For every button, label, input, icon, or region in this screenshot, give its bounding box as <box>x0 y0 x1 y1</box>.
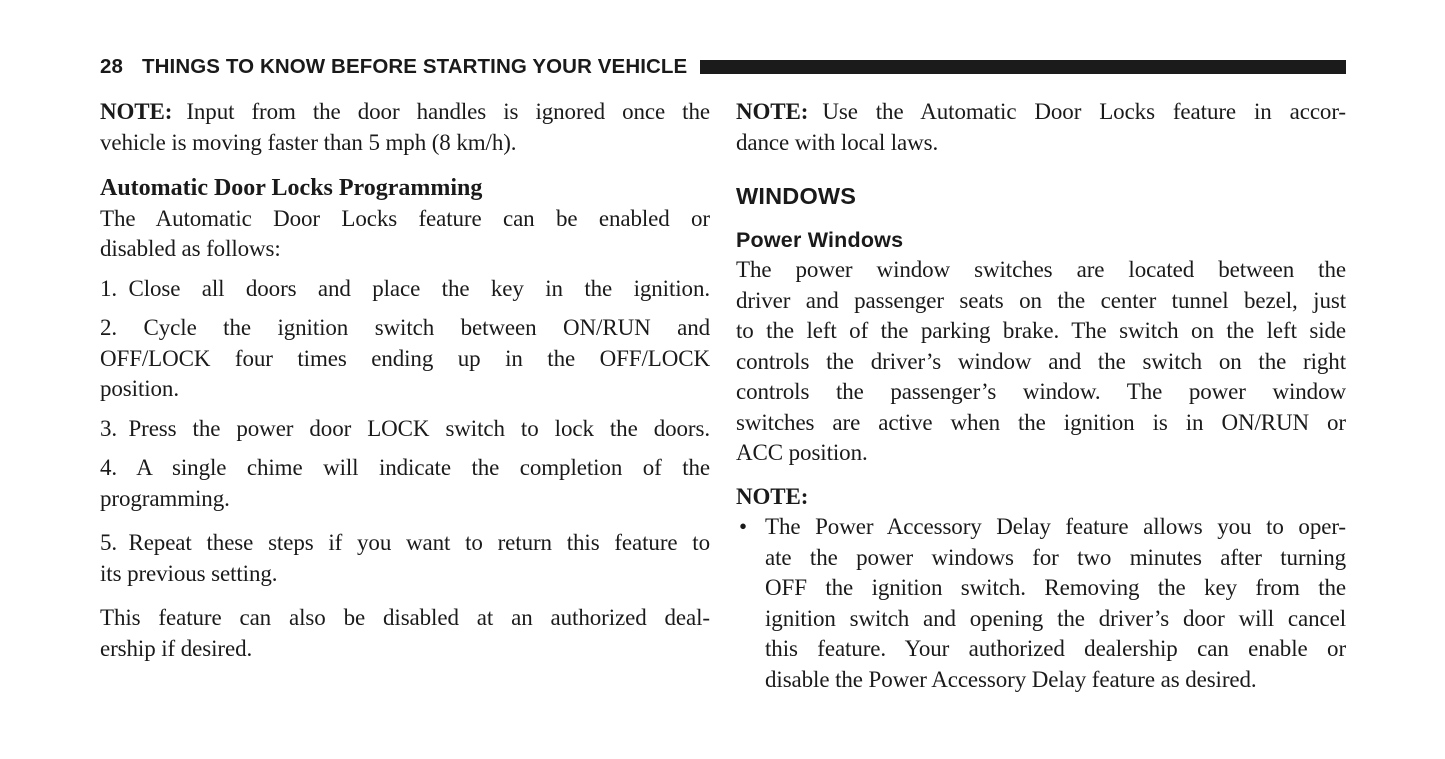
note-label: NOTE: <box>100 99 173 124</box>
power-windows-paragraph <box>736 255 1346 469</box>
heading-power-windows: Power Windows <box>736 228 904 252</box>
page-header <box>100 55 1346 79</box>
text-line: ership if desired. <box>100 635 253 661</box>
text-line: controls the passenger’s window. The power window <box>736 379 1346 404</box>
text-line: switches are active when the ignition is in ON/RUN or <box>736 409 1346 435</box>
text-line: disabled as follows: <box>100 236 281 261</box>
text-line: disable the Power Accessory Delay feature as desired. <box>765 666 1257 692</box>
text-line: position. <box>100 376 179 401</box>
page-number: 28 <box>100 55 124 78</box>
note-paragraph-door-handles <box>100 97 710 158</box>
bullet-text <box>765 512 1346 695</box>
text-line: vehicle is moving faster than 5 mph (8 km/h). <box>100 129 517 155</box>
text-line: This feature can also be disabled at an authorized deal- <box>100 605 710 630</box>
text-line: its previous setting. <box>100 560 278 586</box>
bullet-icon: • <box>739 514 747 539</box>
heading-automatic-door-locks-programming: Automatic Door Locks Programming <box>100 175 483 201</box>
text-line: The power window switches are located between the <box>736 257 1346 282</box>
note-label-standalone: NOTE: <box>736 483 809 509</box>
text-line <box>100 97 710 128</box>
header-title: THINGS TO KNOW BEFORE STARTING YOUR VEHICLE <box>142 55 688 78</box>
text-line: ate the power windows for two minutes after turning <box>765 544 1346 570</box>
step-5 <box>100 528 710 589</box>
note-paragraph-local-laws <box>736 97 1346 158</box>
text-line: 2. Cycle the ignition switch between ON/RUN and <box>100 315 710 340</box>
note-label: NOTE: <box>736 99 809 124</box>
content-columns <box>100 97 1346 695</box>
right-column <box>736 97 1346 695</box>
text-line: 1. Close all doors and place the key in the ignition. <box>100 275 710 301</box>
heading-windows: WINDOWS <box>736 183 857 209</box>
note-text: Use the Automatic Door Locks feature in accor- <box>822 99 1346 124</box>
text-line: The Power Accessory Delay feature allows you to oper- <box>765 514 1346 539</box>
text-line: controls the driver’s window and the switch on the right <box>736 348 1346 374</box>
text-line: driver and passenger seats on the center tunnel bezel, just <box>736 287 1346 313</box>
text-line: to the left of the parking brake. The switch on the left side <box>736 318 1346 343</box>
text-line: 3. Press the power door LOCK switch to lock the doors. <box>100 415 710 441</box>
bullet-item-power-accessory-delay <box>736 512 1346 695</box>
note-text: Input from the door handles is ignored once the <box>186 99 710 124</box>
text-line: this feature. Your authorized dealership can enable or <box>765 636 1346 661</box>
step-1 <box>100 274 710 305</box>
text-line: OFF the ignition switch. Removing the key from the <box>765 575 1346 600</box>
closing-paragraph <box>100 603 710 664</box>
text-line: The Automatic Door Locks feature can be enabled or <box>100 205 710 231</box>
header-rule-bar <box>700 60 1346 74</box>
text-line: programming. <box>100 485 230 511</box>
text-line: OFF/LOCK four times ending up in the OFF/LOCK <box>100 345 710 371</box>
left-column <box>100 97 710 664</box>
step-3 <box>100 414 710 445</box>
text-line: dance with local laws. <box>736 129 939 155</box>
text-line: 4. A single chime will indicate the completion of the <box>100 455 710 480</box>
text-line: ignition switch and opening the driver’s door will cancel <box>765 605 1346 631</box>
intro-paragraph <box>100 204 710 265</box>
text-line: 5. Repeat these steps if you want to return this feature to <box>100 530 710 555</box>
step-2 <box>100 313 710 405</box>
step-4 <box>100 453 710 514</box>
text-line <box>736 97 1346 128</box>
text-line: ACC position. <box>736 440 868 465</box>
